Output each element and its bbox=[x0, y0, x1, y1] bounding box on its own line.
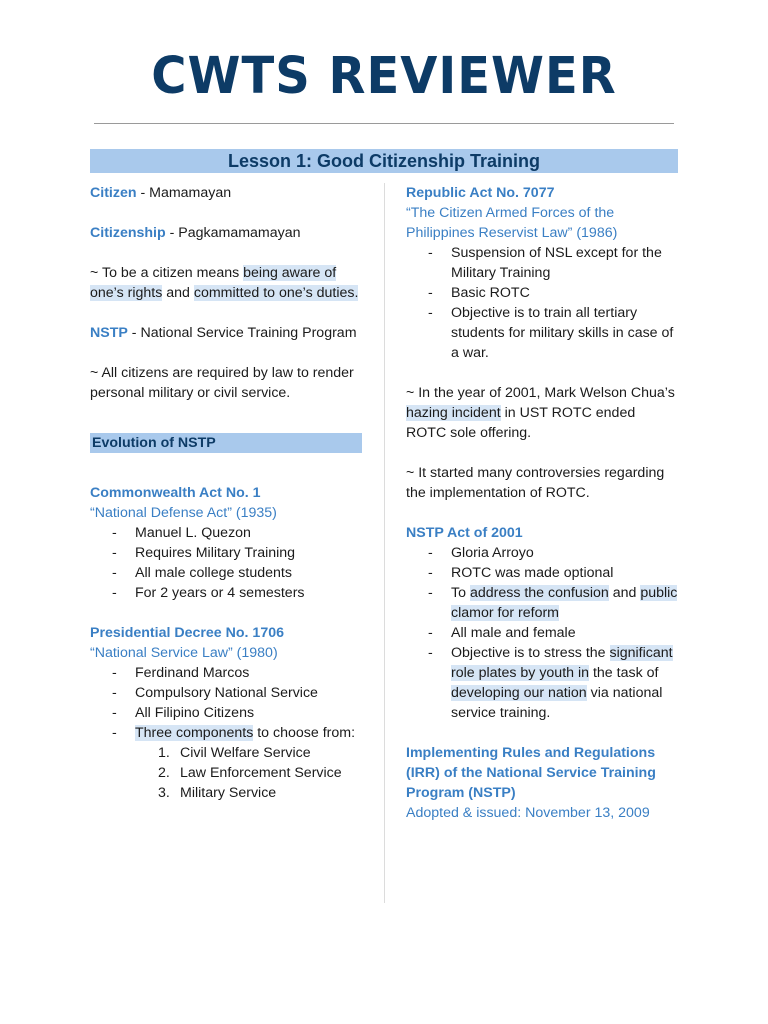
item-highlight: developing our nation bbox=[451, 685, 587, 701]
item-text: and bbox=[608, 585, 641, 601]
citizenship-definition bbox=[90, 223, 362, 243]
note-text: ~ In the year of 2001, Mark Welson Chua’s bbox=[406, 385, 675, 401]
list-item: - Basic ROTC bbox=[428, 283, 678, 303]
list-label: Civil Welfare Service bbox=[180, 745, 311, 761]
lesson-heading: Lesson 1: Good Citizenship Training bbox=[90, 149, 678, 173]
citizenship-def: - Pagkamamamayan bbox=[165, 225, 301, 241]
column-divider bbox=[384, 183, 385, 903]
left-column bbox=[90, 183, 362, 803]
list-label: Military Service bbox=[180, 785, 277, 801]
irr-title: Implementing Rules and Regulations (IRR) of the National Service Training Program (NSTP) bbox=[406, 745, 656, 801]
nstp-term: NSTP bbox=[90, 325, 128, 341]
nstp2001-list bbox=[406, 543, 678, 723]
right-column bbox=[406, 183, 678, 823]
item-text: via national service training. bbox=[451, 685, 663, 721]
list-item: - Suspension of NSL except for the Military Training bbox=[428, 243, 678, 283]
nstp-definition bbox=[90, 323, 362, 343]
list-item bbox=[112, 723, 362, 803]
ca1-subtitle: “National Defense Act” (1935) bbox=[90, 505, 277, 521]
list-number: 2. bbox=[158, 765, 170, 781]
ra7077-title: Republic Act No. 7077 bbox=[406, 185, 555, 201]
list-label: Law Enforcement Service bbox=[180, 765, 342, 781]
list-item bbox=[428, 583, 678, 623]
pd1706-list bbox=[90, 663, 362, 803]
pd1706-title: Presidential Decree No. 1706 bbox=[90, 625, 284, 641]
hazing-highlight: hazing incident bbox=[406, 405, 501, 421]
list-item bbox=[158, 743, 362, 763]
item-text: the task of bbox=[589, 665, 659, 681]
list-item bbox=[158, 783, 362, 803]
citizen-def: - Mamamayan bbox=[136, 185, 232, 201]
ra7077-list bbox=[406, 243, 678, 363]
ca1-list bbox=[90, 523, 362, 603]
ca1-title: Commonwealth Act No. 1 bbox=[90, 485, 261, 501]
item-text: Objective is to stress the bbox=[451, 645, 610, 661]
list-item bbox=[158, 763, 362, 783]
hazing-note bbox=[406, 383, 678, 443]
citizen-term: Citizen bbox=[90, 185, 137, 201]
citizenship-term: Citizenship bbox=[90, 225, 166, 241]
list-number: 1. bbox=[158, 745, 170, 761]
list-item: - All male and female bbox=[428, 623, 678, 643]
list-item: - All male college students bbox=[112, 563, 362, 583]
list-item: - Compulsory National Service bbox=[112, 683, 362, 703]
list-item bbox=[428, 643, 678, 723]
law-note: ~ All citizens are required by law to render personal military or civil service. bbox=[90, 365, 354, 401]
pd1706-subtitle: “National Service Law” (1980) bbox=[90, 645, 278, 661]
components-list bbox=[135, 743, 362, 803]
list-item: - Manuel L. Quezon bbox=[112, 523, 362, 543]
citizen-note-text: and bbox=[162, 285, 194, 301]
list-item: - Ferdinand Marcos bbox=[112, 663, 362, 683]
list-item: - All Filipino Citizens bbox=[112, 703, 362, 723]
ra7077-subtitle: “The Citizen Armed Forces of the Philippines Reservist Law” (1986) bbox=[406, 205, 618, 241]
page-title: CWTS REVIEWER bbox=[151, 46, 617, 106]
citizen-note bbox=[90, 263, 362, 303]
components-text: to choose from: bbox=[253, 725, 356, 741]
list-item: - Gloria Arroyo bbox=[428, 543, 678, 563]
list-item: - For 2 years or 4 semesters bbox=[112, 583, 362, 603]
controversy-note: ~ It started many controversies regarding the implementation of ROTC. bbox=[406, 465, 665, 501]
nstp2001-title: NSTP Act of 2001 bbox=[406, 525, 523, 541]
citizen-definition bbox=[90, 183, 362, 203]
list-item: - Requires Military Training bbox=[112, 543, 362, 563]
citizen-note-highlight-duties: committed to one’s duties. bbox=[193, 285, 359, 301]
note-text: in UST ROTC ended ROTC sole offering. bbox=[406, 405, 636, 441]
list-item: - ROTC was made optional bbox=[428, 563, 678, 583]
nstp-def: - National Service Training Program bbox=[127, 325, 357, 341]
list-number: 3. bbox=[158, 785, 170, 801]
item-highlight: address the confusion bbox=[469, 585, 609, 601]
components-highlight: Three components bbox=[135, 725, 254, 741]
item-highlight: significant role plates by youth in bbox=[451, 645, 673, 681]
irr-subtitle: Adopted & issued: November 13, 2009 bbox=[406, 805, 650, 821]
evolution-heading: Evolution of NSTP bbox=[90, 433, 362, 453]
list-item: - Objective is to train all tertiary students for military skills in case of a war. bbox=[428, 303, 678, 363]
citizen-note-highlight-rights: being aware of one’s rights bbox=[90, 265, 337, 301]
title-divider bbox=[94, 123, 674, 124]
item-highlight: public clamor for reform bbox=[451, 585, 678, 621]
citizen-note-text: ~ To be a citizen means bbox=[90, 265, 244, 281]
item-text: To bbox=[451, 585, 470, 601]
